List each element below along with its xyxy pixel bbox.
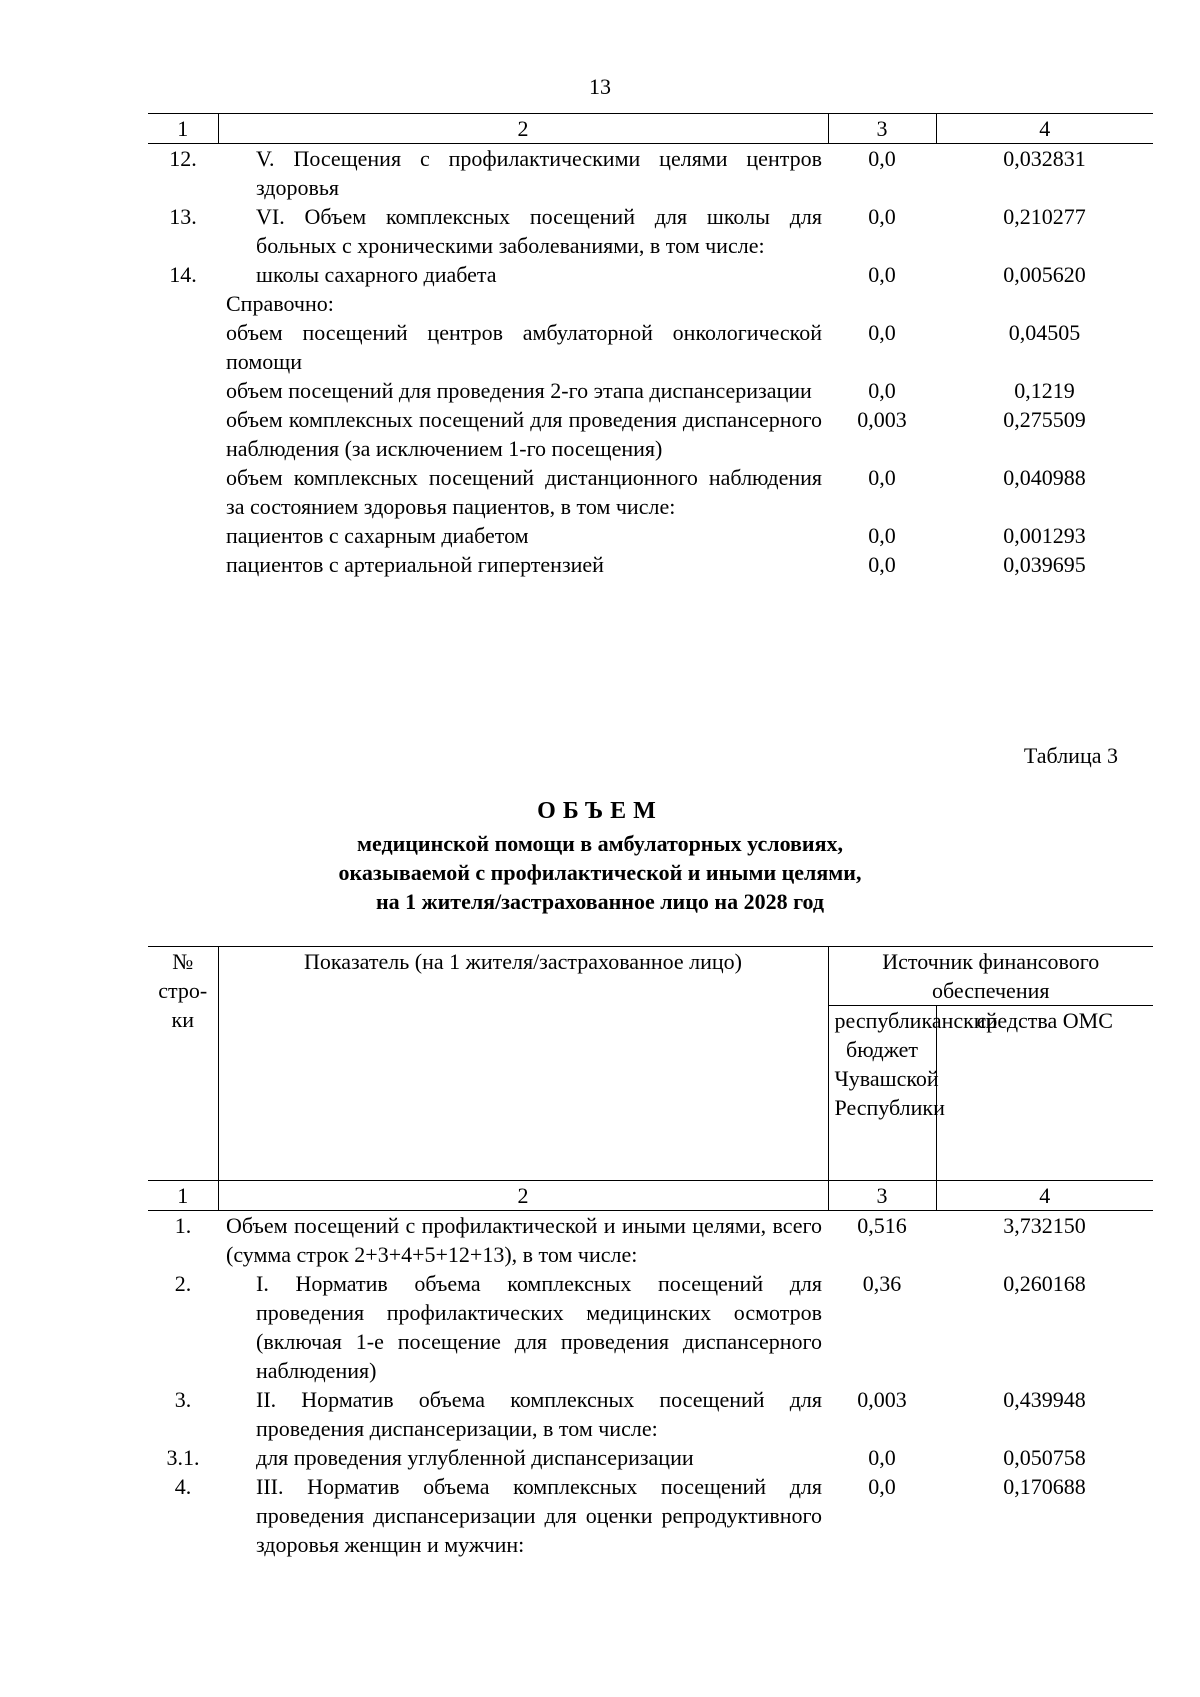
row-budget-value: 0,0	[868, 552, 896, 577]
row-number	[148, 463, 218, 521]
row-oms-value: 3,732150	[1003, 1213, 1086, 1238]
table-row	[148, 550, 1153, 579]
title-line-3: на 1 жителя/застрахованное лицо на 2028 год	[375, 889, 825, 914]
row-budget-value: 0,0	[868, 378, 896, 403]
table-row	[148, 405, 1153, 463]
column-number-3: 3	[828, 1181, 936, 1211]
row-indicator-text: Справочно:	[226, 291, 334, 316]
row-number: 3.1.	[166, 1445, 200, 1470]
row-budget-value: 0,003	[857, 407, 907, 432]
table-row	[148, 1269, 1153, 1385]
row-oms-value: 0,04505	[1008, 320, 1081, 345]
row-oms-value: 0,040988	[1003, 465, 1086, 490]
row-number	[148, 376, 218, 405]
table-3-header-row	[148, 947, 1153, 1006]
header-funding-source: Источник финансового обеспечения	[828, 947, 1153, 1006]
row-budget-value	[828, 289, 936, 318]
row-budget-value: 0,0	[868, 204, 896, 229]
row-indicator-text: Объем посещений с профилактической и иными целями, всего (сумма строк 2+3+4+5+12+13), в том числе:	[226, 1213, 822, 1267]
table-row	[148, 376, 1153, 405]
row-indicator-text: III. Норматив объема комплексных посещений для проведения диспансеризации для оценки репродуктивного здоровья женщин и мужчин:	[256, 1474, 822, 1557]
row-indicator-text: объем комплексных посещений дистанционного наблюдения за состоянием здоровья пациентов, в том числе:	[226, 465, 822, 519]
row-indicator-text: объем комплексных посещений для проведения диспансерного наблюдения (за исключением 1-го посещения)	[226, 407, 822, 461]
row-oms-value: 0,001293	[1003, 523, 1086, 548]
row-indicator-text: V. Посещения с профилактическими целями центров здоровья	[256, 146, 822, 200]
row-oms-value: 0,032831	[1003, 146, 1086, 171]
row-number: 1.	[174, 1213, 192, 1238]
column-number-row	[148, 1181, 1153, 1211]
table-row	[148, 1211, 1153, 1270]
row-indicator-text: школы сахарного диабета	[256, 262, 497, 287]
row-number: 4.	[174, 1474, 192, 1499]
title-line-2: оказываемой с профилактической и иными целями,	[338, 860, 862, 885]
table-row	[148, 318, 1153, 376]
row-budget-value: 0,0	[868, 1445, 896, 1470]
table-3	[148, 946, 1153, 1559]
row-budget-value: 0,0	[868, 320, 896, 345]
row-number: 14.	[169, 262, 197, 287]
row-budget-value: 0,0	[868, 465, 896, 490]
table-row	[148, 202, 1153, 260]
row-budget-value: 0,516	[857, 1213, 907, 1238]
row-indicator-text: объем посещений для проведения 2-го этапа диспансеризации	[226, 378, 812, 403]
table-row	[148, 289, 1153, 318]
header-indicator: Показатель (на 1 жителя/застрахованное лицо)	[218, 947, 828, 1181]
row-oms-value: 0,005620	[1003, 262, 1086, 287]
table-row	[148, 521, 1153, 550]
row-number: 12.	[169, 146, 197, 171]
row-number: 3.	[174, 1387, 192, 1412]
column-number-2: 2	[218, 1181, 828, 1211]
column-number-2: 2	[218, 114, 828, 144]
row-budget-value: 0,36	[862, 1271, 902, 1296]
row-indicator-text: VI. Объем комплексных посещений для школы для больных с хроническими заболеваниями, в том числе:	[256, 204, 822, 258]
row-indicator-text: для проведения углубленной диспансеризации	[256, 1445, 694, 1470]
row-oms-value: 0,275509	[1003, 407, 1086, 432]
column-number-4: 4	[936, 114, 1153, 144]
row-number	[148, 405, 218, 463]
column-number-row	[148, 114, 1153, 144]
row-indicator-text: I. Норматив объема комплексных посещений для проведения профилактических медицинских осмотров (включая 1-е посещение для проведения диспансерного наблюдения)	[256, 1271, 822, 1383]
column-number-1: 1	[148, 1181, 218, 1211]
header-oms-funds: средства ОМС	[936, 1006, 1153, 1181]
page-number: 13	[589, 74, 611, 99]
row-budget-value: 0,003	[857, 1387, 907, 1412]
row-number	[148, 318, 218, 376]
row-indicator-text: объем посещений центров амбулаторной онкологической помощи	[226, 320, 822, 374]
table-row	[148, 1385, 1153, 1443]
row-budget-value: 0,0	[868, 1474, 896, 1499]
row-number	[148, 521, 218, 550]
row-number: 13.	[169, 204, 197, 229]
column-number-3: 3	[828, 114, 936, 144]
title-line-1: медицинской помощи в амбулаторных условиях,	[356, 831, 844, 856]
row-number	[148, 550, 218, 579]
table-row	[148, 1443, 1153, 1472]
row-indicator-text: пациентов с сахарным диабетом	[226, 523, 529, 548]
row-oms-value: 0,1219	[1014, 378, 1075, 403]
row-budget-value: 0,0	[868, 262, 896, 287]
row-budget-value: 0,0	[868, 146, 896, 171]
row-number	[148, 289, 218, 318]
title-main: ОБЪЕМ	[537, 798, 663, 824]
row-oms-value: 0,170688	[1003, 1474, 1086, 1499]
table-row	[148, 463, 1153, 521]
table-row	[148, 260, 1153, 289]
table-row	[148, 1472, 1153, 1559]
header-row-number: № стро-ки	[148, 947, 218, 1181]
row-oms-value: 0,439948	[1003, 1387, 1086, 1412]
row-oms-value: 0,260168	[1003, 1271, 1086, 1296]
table-label: Таблица 3	[1023, 743, 1118, 768]
row-oms-value: 0,050758	[1003, 1445, 1086, 1470]
continuation-table	[148, 113, 1153, 579]
row-budget-value: 0,0	[868, 523, 896, 548]
column-number-1: 1	[148, 114, 218, 144]
row-oms-value: 0,039695	[1003, 552, 1086, 577]
row-indicator-text: II. Норматив объема комплексных посещений для проведения диспансеризации, в том числе:	[256, 1387, 822, 1441]
row-oms-value: 0,210277	[1003, 204, 1086, 229]
row-oms-value	[936, 289, 1153, 318]
column-number-4: 4	[936, 1181, 1153, 1211]
row-number: 2.	[174, 1271, 192, 1296]
header-republic-budget: республиканский бюджет Чувашской Республики	[828, 1006, 936, 1181]
row-indicator-text: пациентов с артериальной гипертензией	[226, 552, 604, 577]
table-title	[0, 797, 1200, 916]
table-row	[148, 144, 1153, 203]
